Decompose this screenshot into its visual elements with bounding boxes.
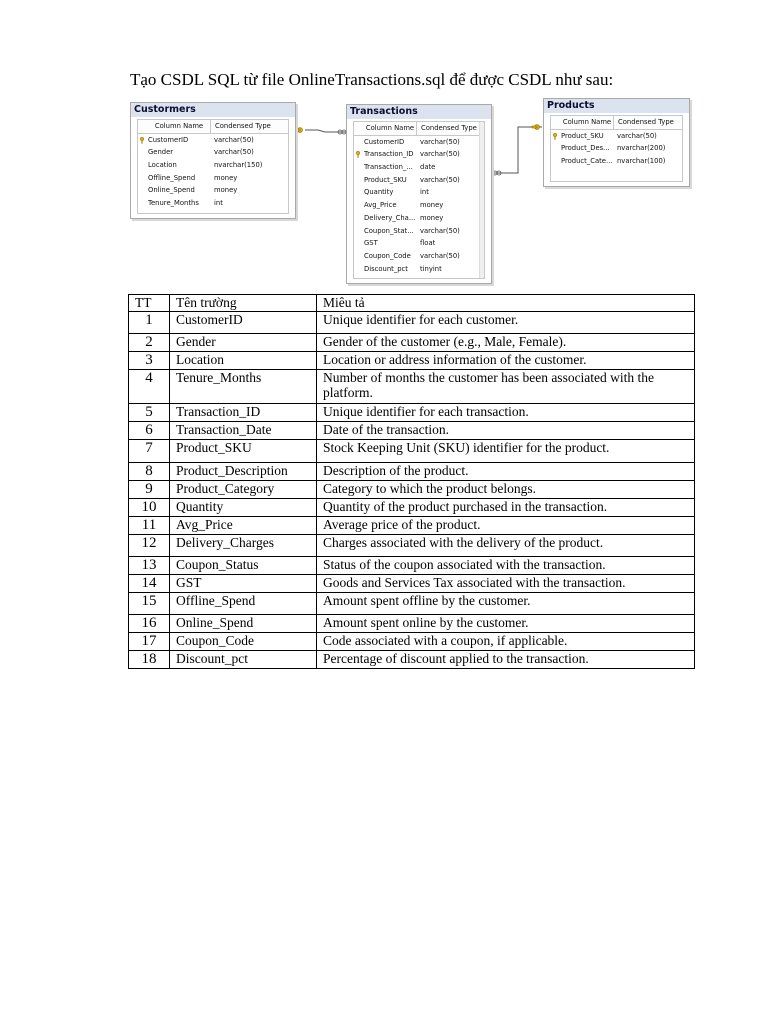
column-name-header: Column Name [364, 122, 417, 135]
field-description: Unique identifier for each customer. [317, 311, 695, 333]
field-description: Unique identifier for each transaction. [317, 403, 695, 421]
field-description: Gender of the customer (e.g., Male, Female). [317, 333, 695, 351]
row-number: 11 [129, 516, 170, 534]
table-row [129, 369, 695, 403]
column-row[interactable] [138, 172, 288, 185]
column-name: Tenure_Months [148, 199, 199, 208]
row-number: 18 [129, 650, 170, 668]
column-name: Discount_pct [364, 264, 408, 273]
field-description: Code associated with a coupon, if applicable. [317, 632, 695, 650]
column-row[interactable] [138, 159, 288, 172]
table-row [129, 480, 695, 498]
column-type: varchar(50) [420, 150, 460, 159]
primary-key-icon [552, 133, 558, 140]
row-number: 1 [129, 311, 170, 333]
description-header: Miêu tả [317, 295, 695, 312]
field-name: Transaction_Date [170, 421, 317, 439]
row-number: 8 [129, 462, 170, 480]
field-description: Date of the transaction. [317, 421, 695, 439]
column-name: Gender [148, 148, 174, 157]
column-header-row [138, 120, 288, 134]
field-name-header: Tên trường [170, 295, 317, 312]
field-description: Average price of the product. [317, 516, 695, 534]
condensed-type-header: Condensed Type [215, 122, 271, 130]
column-type: varchar(50) [420, 137, 460, 146]
column-type: varchar(50) [420, 175, 460, 184]
column-name-header: Column Name [148, 120, 211, 133]
column-type: date [420, 163, 436, 172]
column-name: Offline_Spend [148, 173, 196, 182]
table-row [129, 462, 695, 480]
row-number: 3 [129, 351, 170, 369]
table-title: Transactions [347, 105, 491, 119]
column-name: Transaction_ID [364, 150, 414, 159]
field-name: Avg_Price [170, 516, 317, 534]
row-number: 7 [129, 439, 170, 462]
column-name: Transaction_... [364, 163, 413, 172]
field-name: Location [170, 351, 317, 369]
table-row [129, 592, 695, 614]
field-description: Goods and Services Tax associated with the transaction. [317, 574, 695, 592]
table-row [129, 403, 695, 421]
condensed-type-header: Condensed Type [421, 124, 477, 132]
page-heading: Tạo CSDL SQL từ file OnlineTransactions.sql để được CSDL như sau: [130, 70, 614, 89]
table-row [129, 574, 695, 592]
column-name-header: Column Name [561, 116, 614, 129]
row-number: 16 [129, 614, 170, 632]
column-type: nvarchar(100) [617, 157, 666, 166]
field-description: Status of the coupon associated with the transaction. [317, 556, 695, 574]
column-type: int [214, 199, 223, 208]
field-description: Description of the product. [317, 462, 695, 480]
column-name: Delivery_Cha... [364, 213, 416, 222]
field-name: Gender [170, 333, 317, 351]
column-row[interactable] [354, 250, 484, 263]
column-row[interactable] [354, 161, 484, 174]
column-type: varchar(50) [214, 135, 254, 144]
column-name: Avg_Price [364, 201, 397, 210]
table-row [129, 333, 695, 351]
column-type: varchar(50) [214, 148, 254, 157]
row-number: 14 [129, 574, 170, 592]
field-name: Offline_Spend [170, 592, 317, 614]
table-row [129, 351, 695, 369]
column-type: varchar(50) [617, 131, 657, 140]
column-name: Online_Spend [148, 186, 195, 195]
condensed-type-header: Condensed Type [618, 118, 674, 126]
column-name: Product_SKU [561, 131, 604, 140]
field-description: Amount spent online by the customer. [317, 614, 695, 632]
table-row [129, 516, 695, 534]
column-row[interactable] [354, 136, 484, 149]
table-header-row [129, 295, 695, 312]
column-type: int [420, 188, 429, 197]
column-row[interactable] [551, 155, 682, 168]
column-name: Coupon_Stat... [364, 226, 414, 235]
column-row[interactable] [551, 142, 682, 155]
table-row [129, 650, 695, 668]
field-description: Category to which the product belongs. [317, 480, 695, 498]
column-name: Product_Des... [561, 144, 610, 153]
tt-header: TT [129, 295, 170, 312]
scrollbar[interactable] [479, 122, 484, 278]
column-type: money [420, 201, 444, 210]
table-row [129, 498, 695, 516]
column-type: nvarchar(150) [214, 161, 263, 170]
field-description: Percentage of discount applied to the transaction. [317, 650, 695, 668]
field-name: Product_Description [170, 462, 317, 480]
field-name: Tenure_Months [170, 369, 317, 403]
row-number: 5 [129, 403, 170, 421]
column-row[interactable] [354, 174, 484, 187]
column-type: varchar(50) [420, 251, 460, 260]
table-row [129, 421, 695, 439]
row-number: 12 [129, 534, 170, 556]
column-name: Location [148, 161, 177, 170]
table-row [129, 439, 695, 462]
column-type: money [214, 186, 238, 195]
column-type: money [420, 213, 444, 222]
table-title: Products [544, 99, 689, 113]
field-name: CustomerID [170, 311, 317, 333]
field-name: GST [170, 574, 317, 592]
rel-products-transactions [492, 127, 542, 173]
column-name: Coupon_Code [364, 251, 411, 260]
table-row [129, 632, 695, 650]
column-name: Product_Cate... [561, 157, 613, 166]
field-name: Transaction_ID [170, 403, 317, 421]
column-row[interactable] [138, 197, 288, 210]
column-name: GST [364, 239, 378, 248]
column-type: nvarchar(200) [617, 144, 666, 153]
column-row[interactable] [551, 130, 682, 143]
column-row[interactable] [354, 225, 484, 238]
field-name: Discount_pct [170, 650, 317, 668]
table-row [129, 311, 695, 333]
row-number: 4 [129, 369, 170, 403]
field-name: Coupon_Code [170, 632, 317, 650]
field-name: Online_Spend [170, 614, 317, 632]
field-description: Quantity of the product purchased in the transaction. [317, 498, 695, 516]
column-row[interactable] [354, 212, 484, 225]
primary-key-icon [139, 137, 145, 144]
field-description: Charges associated with the delivery of the product. [317, 534, 695, 556]
field-name: Quantity [170, 498, 317, 516]
column-type: tinyint [420, 264, 442, 273]
customers-table[interactable] [130, 102, 296, 219]
column-row[interactable] [354, 237, 484, 250]
column-row[interactable] [138, 134, 288, 147]
row-number: 9 [129, 480, 170, 498]
table-row [129, 614, 695, 632]
field-name: Product_Category [170, 480, 317, 498]
field-name: Product_SKU [170, 439, 317, 462]
row-number: 15 [129, 592, 170, 614]
column-type: money [214, 173, 238, 182]
row-number: 10 [129, 498, 170, 516]
table-row [129, 534, 695, 556]
column-row[interactable] [354, 263, 484, 276]
field-description: Stock Keeping Unit (SKU) identifier for the product. [317, 439, 695, 462]
transactions-table[interactable] [346, 104, 492, 284]
field-description: Location or address information of the customer. [317, 351, 695, 369]
table-title: Custormers [131, 103, 295, 117]
column-row[interactable] [138, 184, 288, 197]
column-row[interactable] [138, 146, 288, 159]
field-name: Delivery_Charges [170, 534, 317, 556]
fields-table [128, 294, 695, 669]
row-number: 13 [129, 556, 170, 574]
column-row[interactable] [354, 186, 484, 199]
products-table[interactable] [543, 98, 690, 187]
row-number: 6 [129, 421, 170, 439]
row-number: 2 [129, 333, 170, 351]
column-row[interactable] [354, 148, 484, 161]
column-row[interactable] [354, 199, 484, 212]
column-header-row [551, 116, 682, 130]
column-name: CustomerID [364, 137, 405, 146]
column-header-row [354, 122, 484, 136]
column-type: float [420, 239, 436, 248]
field-description: Number of months the customer has been associated with the platform. [317, 369, 695, 403]
field-description: Amount spent offline by the customer. [317, 592, 695, 614]
column-name: Product_SKU [364, 175, 407, 184]
column-type: varchar(50) [420, 226, 460, 235]
column-name: CustomerID [148, 135, 189, 144]
column-name: Quantity [364, 188, 394, 197]
row-number: 17 [129, 632, 170, 650]
table-row [129, 556, 695, 574]
field-name: Coupon_Status [170, 556, 317, 574]
primary-key-icon [355, 151, 361, 158]
